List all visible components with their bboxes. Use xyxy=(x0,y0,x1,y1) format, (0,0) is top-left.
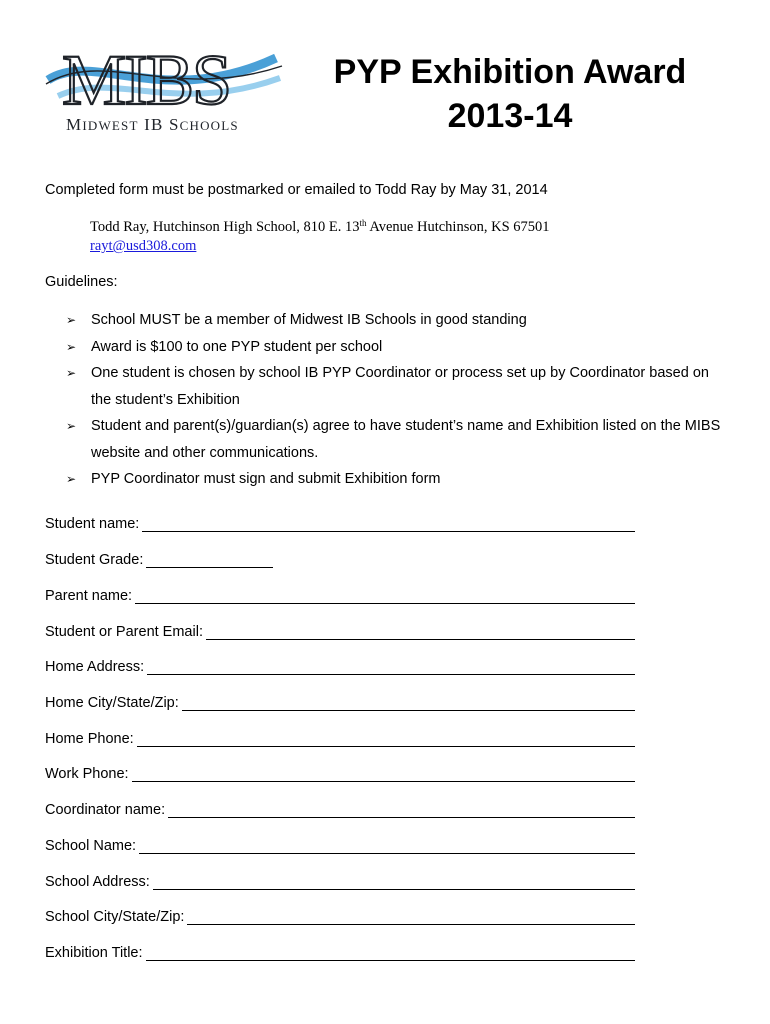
guideline-text: PYP Coordinator must sign and submit Exhibition form xyxy=(91,471,441,487)
guideline-item xyxy=(66,334,726,361)
student-name-field[interactable] xyxy=(45,512,635,532)
field-label: Exhibition Title: xyxy=(45,945,143,961)
fill-line[interactable] xyxy=(153,874,635,890)
field-label: School City/State/Zip: xyxy=(45,909,185,925)
field-label: Home Phone: xyxy=(45,731,134,747)
mibs-logo xyxy=(44,40,284,136)
fill-line[interactable] xyxy=(146,945,635,961)
arrow-bullet-icon: ➢ xyxy=(66,419,77,433)
fill-line[interactable] xyxy=(146,552,273,568)
field-label: School Name: xyxy=(45,838,137,854)
guideline-item xyxy=(66,466,726,493)
home-phone-field[interactable] xyxy=(45,727,635,747)
fill-line[interactable] xyxy=(168,802,635,818)
fill-line[interactable] xyxy=(182,695,635,711)
fill-line[interactable] xyxy=(147,659,635,675)
field-label: Student or Parent Email: xyxy=(45,624,203,640)
fill-line[interactable] xyxy=(206,624,635,640)
address-line xyxy=(90,218,550,237)
submission-instructions: Completed form must be postmarked or emailed to Todd Ray by May 31, 2014 xyxy=(45,182,548,198)
field-label: Student name: xyxy=(45,516,140,532)
fill-line[interactable] xyxy=(135,588,635,604)
parent-name-field[interactable] xyxy=(45,584,635,604)
logo-wordmark: MIBS xyxy=(62,40,231,120)
student-grade-field[interactable] xyxy=(45,548,273,568)
field-label: Home City/State/Zip: xyxy=(45,695,179,711)
school-city-state-zip-field[interactable] xyxy=(45,905,635,925)
fill-line[interactable] xyxy=(132,766,635,782)
arrow-bullet-icon: ➢ xyxy=(66,313,77,327)
fill-line[interactable] xyxy=(139,838,635,854)
email-field[interactable] xyxy=(45,620,635,640)
home-address-field[interactable] xyxy=(45,655,635,675)
page-title: PYP Exhibition Award xyxy=(333,53,687,91)
exhibition-title-field[interactable] xyxy=(45,941,635,961)
guidelines-heading: Guidelines: xyxy=(45,274,118,290)
field-label: Student Grade: xyxy=(45,552,144,568)
arrow-bullet-icon: ➢ xyxy=(66,339,77,354)
guideline-text: School MUST be a member of Midwest IB Schools in good standing xyxy=(91,312,527,328)
page-title-year: 2013-14 xyxy=(447,97,573,135)
mibs-logo-graphic xyxy=(44,40,284,136)
field-label: Parent name: xyxy=(45,588,133,604)
fill-line[interactable] xyxy=(137,731,635,747)
guideline-item xyxy=(66,413,726,466)
school-address-field[interactable] xyxy=(45,870,635,890)
guideline-text: One student is chosen by school IB PYP Coordinator or process set up by Coordinator based on the student’s Exhibition xyxy=(91,365,709,408)
home-city-state-zip-field[interactable] xyxy=(45,691,635,711)
fill-line[interactable] xyxy=(142,516,635,532)
address-city: Avenue Hutchinson, KS 67501 xyxy=(366,219,550,235)
arrow-bullet-icon: ➢ xyxy=(66,472,77,486)
coordinator-name-field[interactable] xyxy=(45,798,635,818)
field-label: Coordinator name: xyxy=(45,802,166,818)
school-name-field[interactable] xyxy=(45,834,635,854)
address-street: Todd Ray, Hutchinson High School, 810 E. 13 xyxy=(90,219,360,235)
mailing-address xyxy=(90,218,550,256)
field-label: Home Address: xyxy=(45,659,145,675)
guideline-item xyxy=(66,360,726,413)
field-label: Work Phone: xyxy=(45,766,129,782)
email-link[interactable]: rayt@usd308.com xyxy=(90,238,197,254)
fill-line[interactable] xyxy=(187,909,635,925)
guideline-item xyxy=(66,307,726,334)
work-phone-field[interactable] xyxy=(45,762,635,782)
guidelines-list xyxy=(66,307,726,493)
arrow-bullet-icon: ➢ xyxy=(66,366,77,380)
guideline-text: Student and parent(s)/guardian(s) agree to have student’s name and Exhibition listed on the MIBS website and other communications. xyxy=(91,418,721,461)
field-label: School Address: xyxy=(45,874,150,890)
guideline-text: Award is $100 to one PYP student per school xyxy=(91,338,383,355)
address-ordinal: th xyxy=(359,218,367,228)
logo-subtitle: MIDWEST IB SCHOOLS xyxy=(66,115,239,134)
